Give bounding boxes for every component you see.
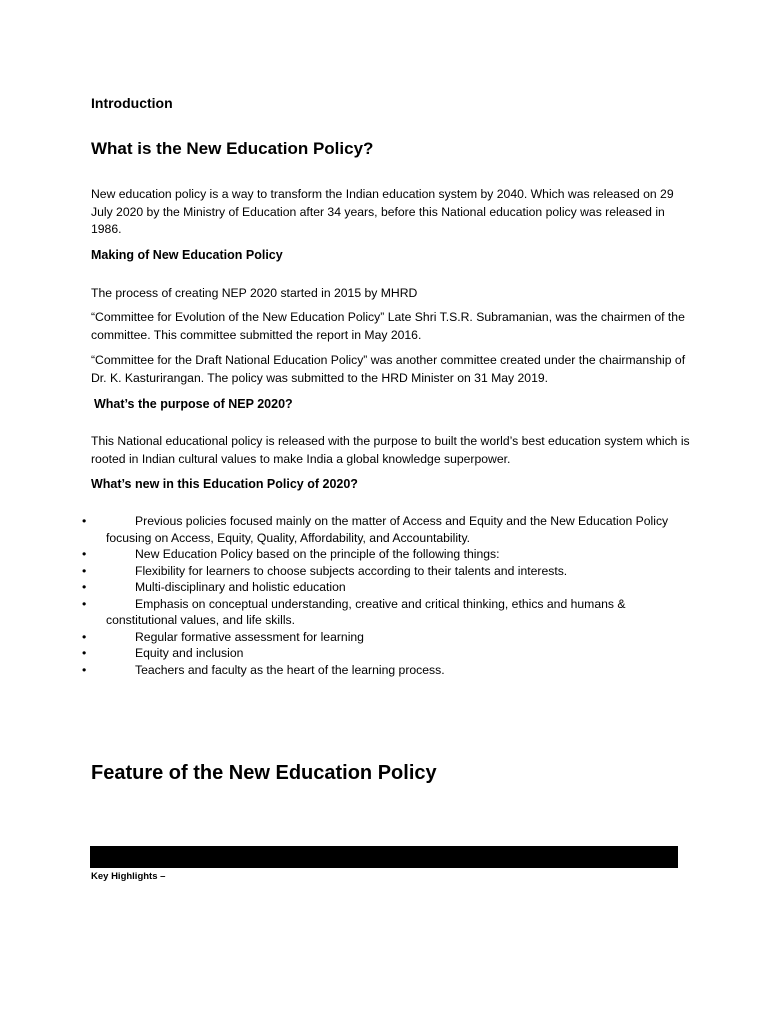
bullet-symbol: • bbox=[82, 596, 87, 611]
list-item bbox=[82, 579, 682, 596]
heading-purpose: What’s the purpose of NEP 2020? bbox=[94, 397, 293, 411]
list-item-text: Equity and inclusion bbox=[135, 646, 244, 660]
list-item bbox=[82, 596, 682, 629]
paragraph-process-start: The process of creating NEP 2020 started in 2015 by MHRD bbox=[91, 286, 418, 300]
list-item bbox=[82, 629, 682, 646]
list-item bbox=[82, 513, 682, 546]
bullet-list-whats-new bbox=[82, 513, 682, 678]
list-item-text: Teachers and faculty as the heart of the learning process. bbox=[135, 662, 445, 677]
paragraph-committee-evolution: “Committee for Evolution of the New Education Policy” Late Shri T.S.R. Subramanian, was the chairmen of the committee. This committee submitted the report in May 2016. bbox=[91, 310, 685, 342]
list-item-text: Emphasis on conceptual understanding, creative and critical thinking, ethics and humans & constitutional values, and life skills. bbox=[106, 596, 626, 627]
list-item bbox=[82, 546, 682, 563]
section-title-introduction: Introduction bbox=[91, 95, 173, 111]
list-item-text: Regular formative assessment for learning bbox=[135, 629, 364, 644]
heading-what-is-nep: What is the New Education Policy? bbox=[91, 139, 374, 158]
bullet-symbol: • bbox=[82, 547, 87, 561]
list-item-text: Previous policies focused mainly on the matter of Access and Equity and the New Education Policy focusing on Access, Equity, Quality, Affordability, and Accountability. bbox=[106, 514, 669, 545]
list-item bbox=[82, 662, 682, 679]
heading-whats-new: What’s new in this Education Policy of 2020? bbox=[91, 477, 358, 491]
list-item bbox=[82, 563, 682, 580]
paragraph-nep-definition: New education policy is a way to transform the Indian education system by 2040. Which was released on 29 July 2020 by the Ministry of Education after 34 years, before this National education policy was released in 1986. bbox=[91, 187, 674, 236]
list-item-text: Multi-disciplinary and holistic education bbox=[135, 580, 346, 594]
black-banner-bar bbox=[90, 846, 678, 868]
key-highlights-label: Key Highlights – bbox=[91, 871, 166, 882]
bullet-symbol: • bbox=[82, 563, 87, 578]
bullet-symbol: • bbox=[82, 514, 87, 528]
heading-feature: Feature of the New Education Policy bbox=[91, 762, 437, 784]
paragraph-purpose: This National educational policy is released with the purpose to built the world’s best education system which is rooted in Indian cultural values to make India a global knowledge superpower. bbox=[91, 434, 690, 466]
bullet-symbol: • bbox=[82, 629, 87, 644]
heading-making-of-nep: Making of New Education Policy bbox=[91, 248, 283, 262]
bullet-symbol: • bbox=[82, 662, 87, 677]
list-item bbox=[82, 645, 682, 662]
bullet-symbol: • bbox=[82, 580, 87, 594]
list-item-text: Flexibility for learners to choose subjects according to their talents and interests. bbox=[135, 563, 568, 578]
bullet-symbol: • bbox=[82, 646, 87, 660]
paragraph-committee-draft: “Committee for the Draft National Education Policy” was another committee created under the chairmanship of Dr. K. Kasturirangan. The policy was submitted to the HRD Minister on 31 May 2019. bbox=[91, 353, 686, 385]
list-item-text: New Education Policy based on the principle of the following things: bbox=[135, 547, 500, 561]
